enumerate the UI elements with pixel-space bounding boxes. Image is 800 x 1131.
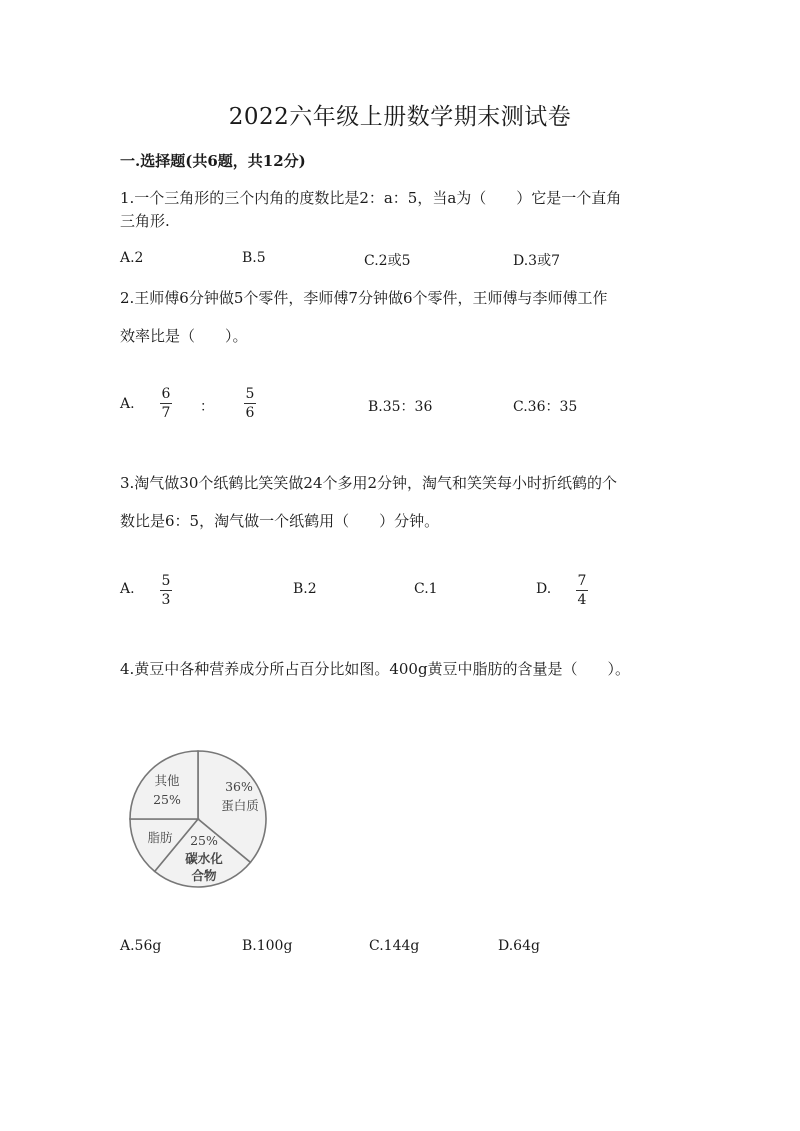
q3-text-line1: 3.淘气做30个纸鹤比笑笑做24个多用2分钟，淘气和笑笑每小时折纸鹤的个 bbox=[120, 474, 618, 492]
q1-option-d[interactable]: D.3或7 bbox=[513, 253, 560, 269]
pie-label-fat-name: 脂肪 bbox=[147, 830, 173, 845]
q3-option-a-fraction bbox=[160, 573, 172, 608]
q4-option-c[interactable]: C.144g bbox=[369, 938, 420, 954]
pie-label-other-pct: 25% bbox=[153, 792, 181, 807]
fraction-denominator: 3 bbox=[161, 592, 171, 608]
q3-option-d-fraction bbox=[576, 573, 588, 608]
q3-text-line2: 数比是6：5，淘气做一个纸鹤用（ ）分钟。 bbox=[120, 512, 440, 530]
q3-option-c[interactable]: C.1 bbox=[414, 581, 438, 597]
q3-option-a-label[interactable]: A. bbox=[120, 581, 135, 597]
q1-option-a[interactable]: A.2 bbox=[120, 250, 144, 266]
q4-option-a[interactable]: A.56g bbox=[120, 938, 162, 954]
q2-option-a-fraction1 bbox=[160, 386, 172, 421]
pie-label-protein-pct: 36% bbox=[225, 779, 253, 794]
q1-text-line2: 三角形. bbox=[120, 212, 170, 230]
fraction-bar bbox=[244, 403, 256, 404]
fraction-bar bbox=[576, 590, 588, 591]
fraction-denominator: 6 bbox=[245, 405, 255, 421]
q4-option-d[interactable]: D.64g bbox=[498, 938, 540, 954]
nutrition-pie-chart bbox=[126, 748, 286, 893]
q2-option-b[interactable]: B.35：36 bbox=[368, 399, 433, 415]
pie-label-protein-name: 蛋白质 bbox=[221, 798, 259, 813]
q1-option-c[interactable]: C.2或5 bbox=[364, 253, 411, 269]
q3-option-b[interactable]: B.2 bbox=[293, 581, 317, 597]
fraction-bar bbox=[160, 590, 172, 591]
fraction-numerator: 6 bbox=[161, 386, 171, 402]
fraction-denominator: 4 bbox=[577, 592, 587, 608]
fraction-numerator: 5 bbox=[245, 386, 255, 402]
fraction-bar bbox=[160, 403, 172, 404]
pie-label-other-name: 其他 bbox=[154, 773, 180, 788]
q3-option-d-label[interactable]: D. bbox=[536, 581, 552, 597]
q2-option-a-colon: ： bbox=[200, 399, 214, 415]
q1-option-b[interactable]: B.5 bbox=[242, 250, 266, 266]
pie-label-carb-name1: 碳水化 bbox=[185, 851, 223, 866]
q4-text-line1: 4.黄豆中各种营养成分所占百分比如图。400g黄豆中脂肪的含量是（ ）。 bbox=[120, 660, 631, 678]
q2-option-a-label[interactable]: A. bbox=[120, 396, 135, 412]
fraction-numerator: 7 bbox=[577, 573, 587, 589]
q1-text-line1: 1.一个三角形的三个内角的度数比是2：a：5，当a为（ ）它是一个直角 bbox=[120, 189, 622, 207]
section-heading: 一.选择题(共6题，共12分) bbox=[120, 152, 306, 170]
fraction-denominator: 7 bbox=[161, 405, 171, 421]
page-title: 2022六年级上册数学期末测试卷 bbox=[228, 104, 572, 130]
q2-option-c[interactable]: C.36：35 bbox=[513, 399, 578, 415]
fraction-numerator: 5 bbox=[161, 573, 171, 589]
q2-text-line1: 2.王师傅6分钟做5个零件，李师傅7分钟做6个零件，王师傅与李师傅工作 bbox=[120, 289, 608, 307]
pie-label-carb-name2: 合物 bbox=[191, 868, 217, 883]
q2-option-a-fraction2 bbox=[244, 386, 256, 421]
q2-text-line2: 效率比是（ ）。 bbox=[120, 327, 248, 345]
pie-label-carb-pct: 25% bbox=[190, 833, 218, 848]
q4-option-b[interactable]: B.100g bbox=[242, 938, 293, 954]
